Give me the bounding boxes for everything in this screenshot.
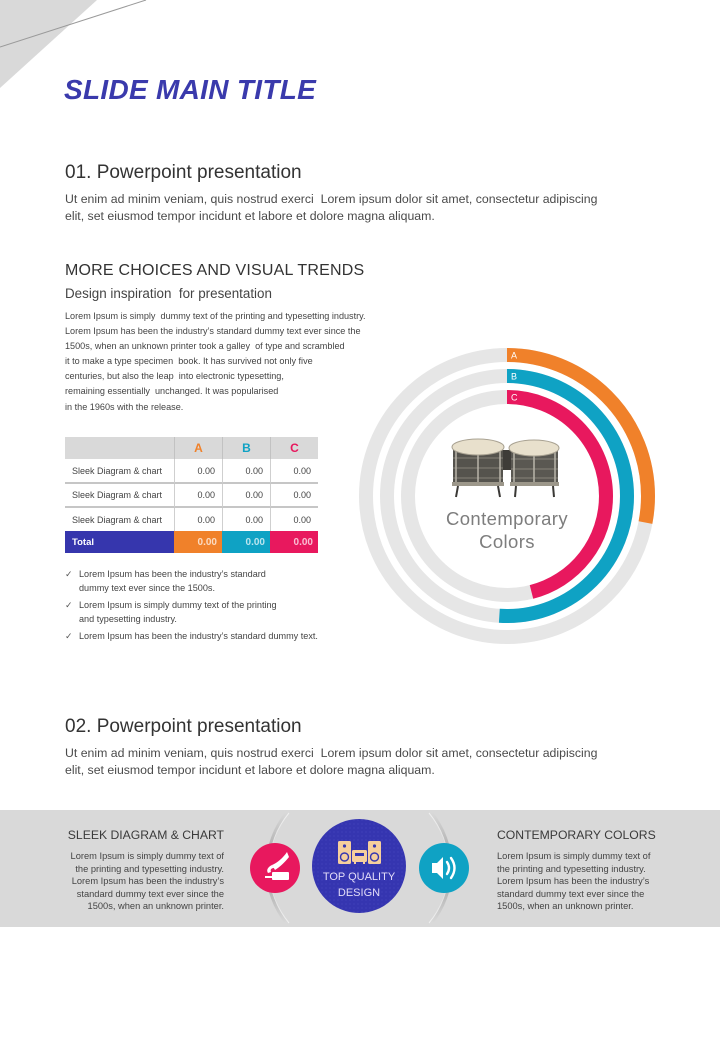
table-row-label: Sleek Diagram & chart — [65, 459, 174, 484]
bullet-item — [65, 567, 318, 595]
table-cell: 0.00 — [270, 459, 318, 484]
paragraph-line: Lorem Ipsum has been the industry’s standard dummy text ever since the — [65, 326, 361, 337]
feature-body-line: Lorem Ipsum is simply dummy text of — [70, 851, 224, 861]
ring-label-a: A — [511, 350, 518, 361]
feature-body-line: standard dummy text ever since the — [497, 888, 645, 899]
table-cell: 0.00 — [174, 459, 222, 484]
bullet-line: and typesetting industry. — [79, 614, 177, 624]
paragraph-line: Lorem Ipsum is simply dummy text of the printing and typesetting industry. — [65, 311, 366, 321]
feature-body-line: 1500s, when an unknown printer. — [497, 901, 634, 912]
table-row-label: Sleek Diagram & chart — [65, 484, 174, 508]
feature-body-line: the printing and typesetting industry. — [75, 863, 224, 874]
paragraph-line: remaining essentially unchanged. It was popularised — [65, 386, 279, 397]
section-1-body — [65, 191, 597, 225]
section-1-body-line: elit, set eiusmod tempor incidunt et labore et dolore magna aliquam. — [65, 209, 435, 223]
section-2-body — [65, 745, 597, 779]
table-header-a: A — [174, 437, 222, 459]
table-row-label: Sleek Diagram & chart — [72, 514, 163, 525]
table-total-label: Total — [65, 531, 174, 553]
speaker-badge — [419, 843, 469, 893]
feature-left-body — [71, 850, 224, 913]
section-1-body-line: Ut enim ad minim veniam, quis nostrud exerci Lorem ipsum dolor sit amet, consectetur adipiscing — [65, 192, 598, 206]
radial-chart — [355, 343, 660, 648]
slide-title: SLIDE MAIN TITLE — [64, 74, 317, 105]
table-cell: 0.00 — [270, 508, 318, 531]
table-cell: 0.00 — [174, 508, 222, 531]
trends-heading: MORE CHOICES AND VISUAL TRENDS — [65, 262, 365, 279]
paragraph-line: 1500s, when an unknown printer took a galley of type and scrambled — [65, 341, 345, 352]
table-cell: 0.00 — [270, 484, 318, 508]
bullet-item — [65, 629, 318, 643]
bullet-list — [65, 567, 318, 646]
feature-body-line: 1500s, when an unknown printer. — [87, 901, 224, 912]
paragraph-line: in the 1960s with the release. — [65, 401, 184, 412]
section-2-heading: 02. Powerpoint presentation — [65, 716, 302, 737]
check-icon: ✓ — [65, 569, 73, 579]
table-total-c: 0.00 — [270, 531, 318, 553]
bullet-item — [65, 598, 318, 626]
trends-subheading: Design inspiration for presentation — [65, 286, 272, 301]
section-1-heading: 01. Powerpoint presentation — [65, 162, 302, 183]
ring-label-c: C — [511, 392, 518, 403]
feature-body-line: Lorem Ipsum has been the industry’s — [497, 876, 650, 887]
table-cell: 0.00 — [174, 484, 222, 508]
feature-body-line: the printing and typesetting industry. — [497, 863, 646, 874]
table-header-b: B — [222, 437, 270, 459]
table-header-blank — [65, 437, 174, 459]
feature-left-heading: SLEEK DIAGRAM & CHART — [67, 828, 224, 842]
bullet-line: Lorem Ipsum has been the industry’s standard — [79, 569, 266, 579]
table-cell: 0.00 — [222, 459, 270, 484]
section-2-body-line: Ut enim ad minim veniam, quis nostrud exerci Lorem ipsum dolor sit amet, consectetur adipiscing — [65, 746, 598, 760]
table-total-a: 0.00 — [174, 531, 222, 553]
paragraph-line: it to make a type specimen book. It has survived not only five — [65, 356, 313, 367]
feature-right-body — [497, 850, 650, 913]
feature-body-line: Lorem Ipsum is simply dummy text of — [497, 851, 651, 861]
table-total-b: 0.00 — [222, 531, 270, 553]
chart-center-subtitle: Colors — [479, 531, 535, 552]
section-2-body-line: elit, set eiusmod tempor incidunt et labore et dolore magna aliquam. — [65, 763, 435, 777]
table-cell: 0.00 — [222, 508, 270, 531]
bullet-line: Lorem Ipsum has been the industry’s standard dummy text. — [79, 631, 318, 641]
top-quality-label-line: TOP QUALITY — [322, 871, 396, 883]
bullet-line: Lorem Ipsum is simply dummy text of the printing — [79, 600, 277, 610]
feature-body-line: standard dummy text ever since the — [76, 888, 224, 899]
check-icon: ✓ — [65, 631, 73, 641]
table-cell: 0.00 — [222, 484, 270, 508]
table-header-c: C — [270, 437, 318, 459]
trends-paragraph — [65, 309, 366, 415]
bullet-line: dummy text ever since the 1500s. — [79, 583, 215, 593]
paragraph-line: centuries, but also the leap into electronic typesetting, — [65, 371, 284, 382]
check-icon: ✓ — [65, 600, 73, 610]
top-quality-label-line: DESIGN — [337, 887, 381, 899]
feature-right-heading: CONTEMPORARY COLORS — [497, 828, 656, 842]
data-table — [65, 437, 318, 553]
bongo-drums-image — [452, 439, 559, 497]
top-quality-label — [312, 869, 406, 901]
ring-label-b: B — [511, 371, 518, 382]
chart-center-title: Contemporary — [445, 508, 569, 529]
feature-body-line: Lorem Ipsum has been the industry’s — [71, 876, 224, 887]
